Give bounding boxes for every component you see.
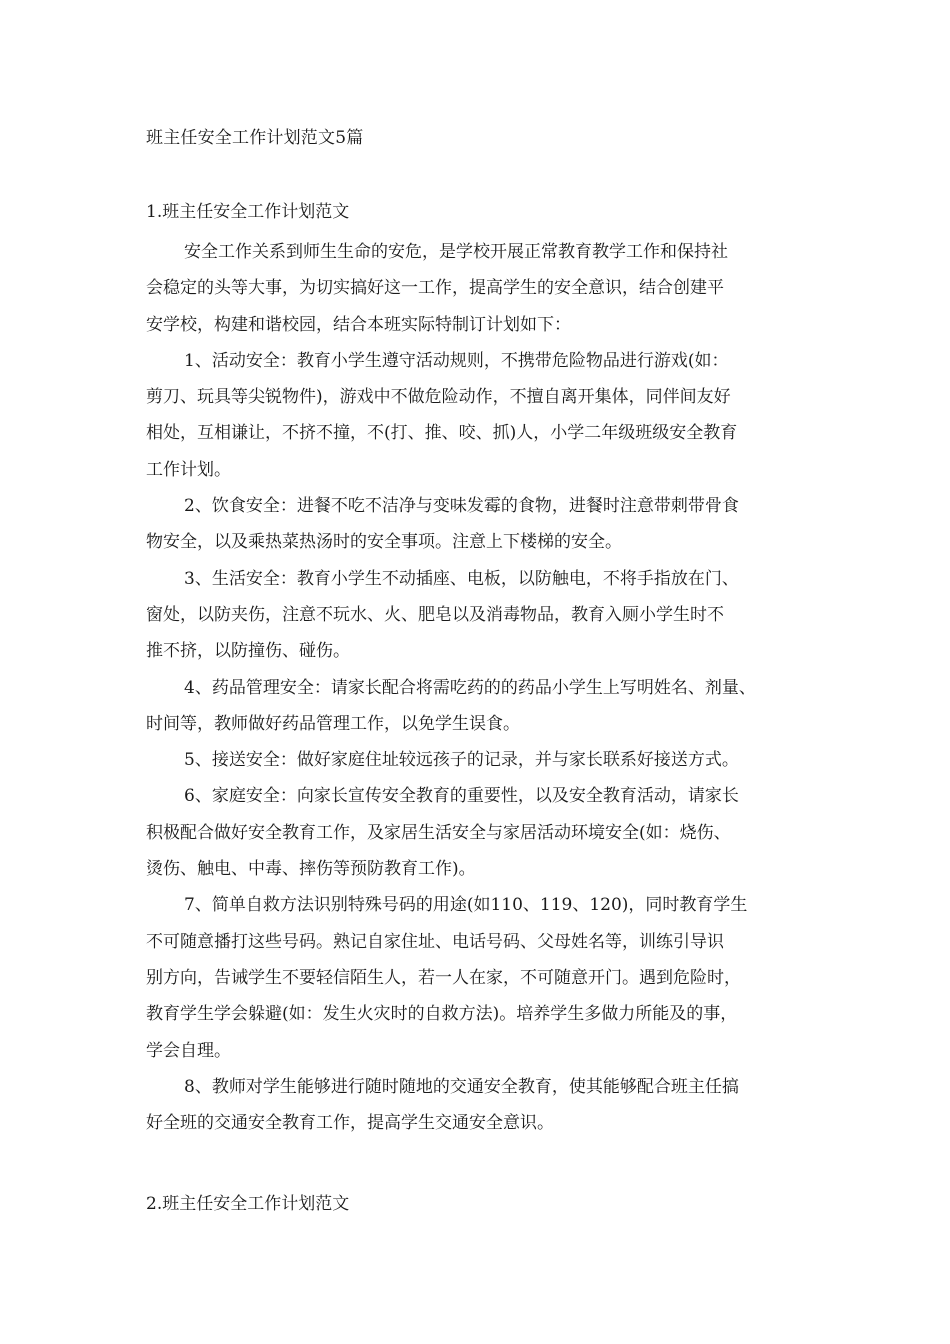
document-title: 班主任安全工作计划范文5篇 xyxy=(146,128,364,148)
section-2-heading: 2.班主任安全工作计划范文 xyxy=(146,1194,350,1214)
paragraph-line: 5、接送安全：做好家庭住址较远孩子的记录，并与家长联系好接送方式。 xyxy=(184,750,739,771)
paragraph-line: 时间等，教师做好药品管理工作，以免学生误食。 xyxy=(146,713,520,734)
paragraph-line: 推不挤，以防撞伤、碰伤。 xyxy=(146,641,350,662)
paragraph-line: 安学校，构建和谐校园，结合本班实际特制订计划如下： xyxy=(146,314,571,335)
paragraph-line: 积极配合做好安全教育工作，及家居生活安全与家居活动环境安全(如：烧伤、 xyxy=(146,822,731,843)
paragraph-line: 7、简单自救方法识别特殊号码的用途(如110、119、120)，同时教育学生 xyxy=(184,895,748,916)
paragraph-line: 学会自理。 xyxy=(146,1040,231,1061)
paragraph-line: 4、药品管理安全：请家长配合将需吃药的的药品小学生上写明姓名、剂量、 xyxy=(184,677,756,698)
paragraph-line: 教育学生学会躲避(如：发生火灾时的自救方法)。培养学生多做力所能及的事， xyxy=(146,1004,738,1025)
paragraph-line: 烫伤、触电、中毒、摔伤等预防教育工作)。 xyxy=(146,859,476,880)
paragraph-line: 窗处，以防夹伤，注意不玩水、火、肥皂以及消毒物品，教育入厕小学生时不 xyxy=(146,604,724,625)
paragraph-line: 物安全，以及乘热菜热汤时的安全事项。注意上下楼梯的安全。 xyxy=(146,532,622,553)
paragraph-line: 工作计划。 xyxy=(146,459,231,480)
paragraph-line: 不可随意播打这些号码。熟记自家住址、电话号码、父母姓名等，训练引导识 xyxy=(146,931,724,952)
paragraph-line: 会稳定的头等大事，为切实搞好这一工作，提高学生的安全意识，结合创建平 xyxy=(146,278,724,299)
paragraph-line: 剪刀、玩具等尖锐物件)，游戏中不做危险动作，不擅自离开集体，同伴间友好 xyxy=(146,387,731,408)
paragraph-line: 8、教师对学生能够进行随时随地的交通安全教育，使其能够配合班主任搞 xyxy=(184,1076,739,1097)
section-1-heading: 1.班主任安全工作计划范文 xyxy=(146,202,350,222)
paragraph-line: 6、家庭安全：向家长宣传安全教育的重要性，以及安全教育活动，请家长 xyxy=(184,786,739,807)
paragraph-line: 相处，互相谦让，不挤不撞，不(打、推、咬、抓)人，小学二年级班级安全教育 xyxy=(146,423,738,444)
paragraph-line: 好全班的交通安全教育工作，提高学生交通安全意识。 xyxy=(146,1113,554,1134)
section-1-body xyxy=(146,234,811,1141)
paragraph-line: 安全工作关系到师生生命的安危，是学校开展正常教育教学工作和保持社 xyxy=(184,242,728,262)
paragraph-line: 1、活动安全：教育小学生遵守活动规则，不携带危险物品进行游戏(如： xyxy=(184,350,729,371)
paragraph-line: 2、饮食安全：进餐不吃不洁净与变味发霉的食物，进餐时注意带刺带骨食 xyxy=(184,496,739,517)
paragraph-line: 别方向，告诫学生不要轻信陌生人，若一人在家，不可随意开门。遇到危险时， xyxy=(146,967,741,988)
paragraph-line: 3、生活安全：教育小学生不动插座、电板，以防触电，不将手指放在门、 xyxy=(184,568,739,589)
